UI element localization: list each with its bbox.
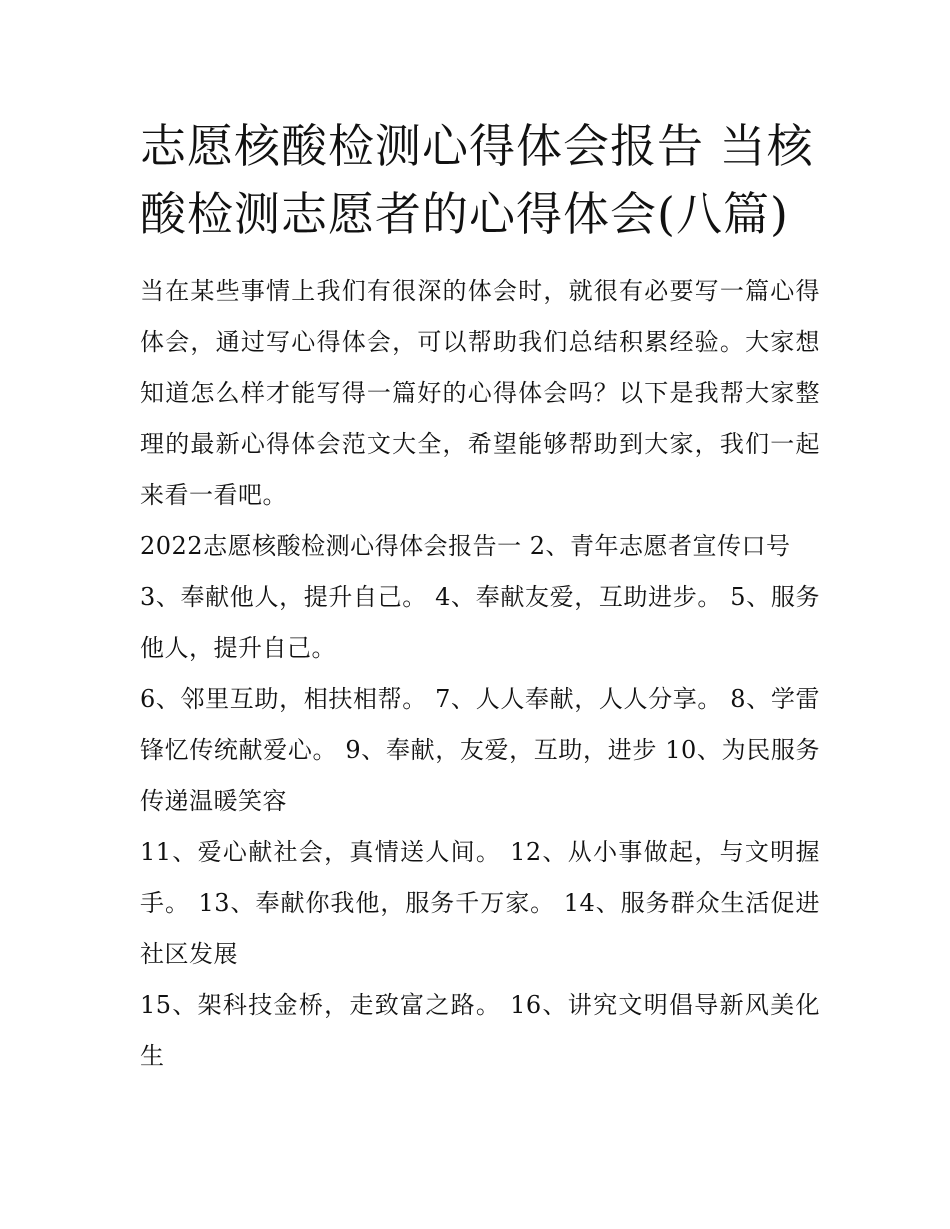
slogan-paragraph-6-10: 6、邻里互助，相扶相帮。 7、人人奉献，人人分享。 8、学雷锋忆传统献爱心。 9、奉献，友爱，互助，进步 10、为民服务传递温暖笑容 bbox=[140, 685, 820, 815]
slogan-paragraph-3-5: 3、奉献他人，提升自己。 4、奉献友爱，互助进步。 5、服务他人，提升自己。 bbox=[140, 583, 820, 662]
slogan-paragraph-15-16: 15、架科技金桥，走致富之路。 16、讲究文明倡导新风美化生 bbox=[140, 991, 820, 1070]
document-title: 志愿核酸检测心得体会报告 当核酸检测志愿者的心得体会(八篇) bbox=[140, 119, 814, 241]
slogan-paragraph-11-14: 11、爱心献社会，真情送人间。 12、从小事做起，与文明握手。 13、奉献你我他，服务千万家。 14、服务群众生活促进社区发展 bbox=[140, 838, 820, 968]
intro-paragraph: 当在某些事情上我们有很深的体会时，就很有必要写一篇心得体会，通过写心得体会，可以帮助我们总结积累经验。大家想知道怎么样才能写得一篇好的心得体会吗？以下是我帮大家整理的最新心得体会范文大全，希望能够帮助到大家，我们一起来看一看吧。 bbox=[140, 277, 820, 509]
document-content bbox=[140, 112, 820, 1082]
slogan-heading-paragraph: 2022志愿核酸检测心得体会报告一 2、青年志愿者宣传口号 bbox=[140, 532, 791, 560]
